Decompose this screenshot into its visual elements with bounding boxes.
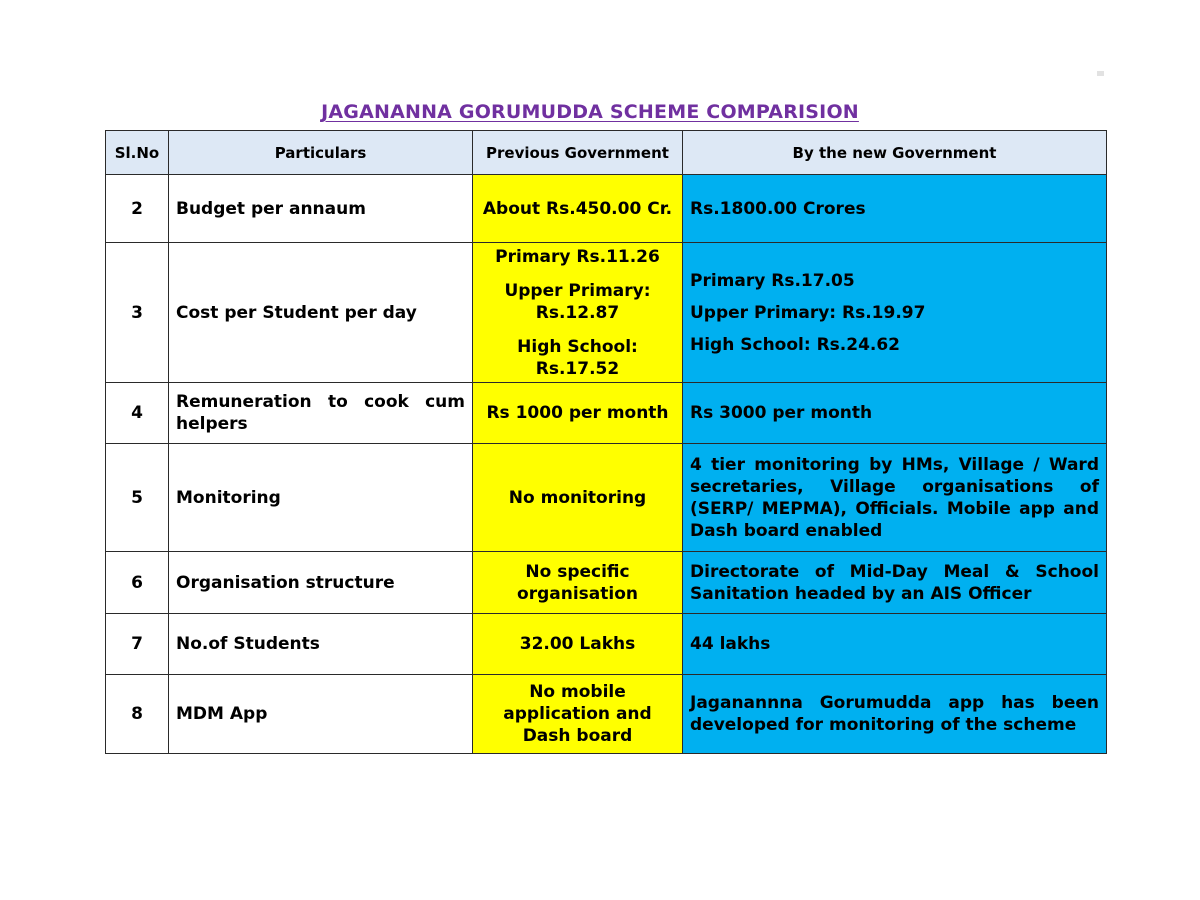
previous-cost-upper-primary: Upper Primary: Rs.12.87 [504,280,651,323]
particular-cell: Organisation structure [169,552,473,614]
sl-no-cell: 4 [106,383,169,444]
previous-government-cell: About Rs.450.00 Cr. [473,175,683,243]
table-row [106,552,1107,614]
column-header-previous-government: Previous Government [473,131,683,175]
sl-no-cell: 7 [106,614,169,675]
previous-government-cell: No mobile application and Dash board [473,675,683,754]
new-government-cell: 44 lakhs [683,614,1107,675]
previous-government-cell: No specific organisation [473,552,683,614]
previous-cost-primary: Primary Rs.11.26 [495,246,660,267]
new-government-cell [683,243,1107,383]
sl-no-cell: 8 [106,675,169,754]
table-row [106,243,1107,383]
sl-no-cell: 5 [106,444,169,552]
sl-no-cell: 2 [106,175,169,243]
new-government-cell: Directorate of Mid-Day Meal & School Sanitation headed by an AIS Officer [683,552,1107,614]
new-government-cell: Rs 3000 per month [683,383,1107,444]
particular-cell: No.of Students [169,614,473,675]
sl-no-cell: 3 [106,243,169,383]
table-row [106,175,1107,243]
new-government-cell: 4 tier monitoring by HMs, Village / Ward secretaries, Village organisations of (SERP/ MEPMA), Officials. Mobile app and Dash board enabled [683,444,1107,552]
sl-no-cell: 6 [106,552,169,614]
document-title: JAGANANNA GORUMUDDA SCHEME COMPARISION [321,101,859,123]
particular-cell: Budget per annaum [169,175,473,243]
particular-cell: Cost per Student per day [169,243,473,383]
previous-government-cell: 32.00 Lakhs [473,614,683,675]
comparison-table [105,130,1107,754]
header-row [106,131,1107,175]
corner-mark [1097,71,1104,76]
particular-cell: Remuneration to cook cum helpers [169,383,473,444]
column-header-sl-no: Sl.No [106,131,169,175]
table-row [106,383,1107,444]
column-header-particulars: Particulars [169,131,473,175]
particular-cell: MDM App [169,675,473,754]
previous-government-cell: No monitoring [473,444,683,552]
new-government-cell: Jaganannna Gorumudda app has been developed for monitoring of the scheme [683,675,1107,754]
column-header-new-government: By the new Government [683,131,1107,175]
new-government-cell: Rs.1800.00 Crores [683,175,1107,243]
new-cost-high-school: High School: Rs.24.62 [690,334,901,355]
table-row [106,444,1107,552]
new-cost-primary: Primary Rs.17.05 [690,270,855,291]
particular-cell: Monitoring [169,444,473,552]
previous-government-cell [473,243,683,383]
previous-cost-high-school: High School: Rs.17.52 [517,336,638,379]
table-row [106,675,1107,754]
previous-government-cell: Rs 1000 per month [473,383,683,444]
table-row [106,614,1107,675]
new-cost-upper-primary: Upper Primary: Rs.19.97 [690,302,926,323]
